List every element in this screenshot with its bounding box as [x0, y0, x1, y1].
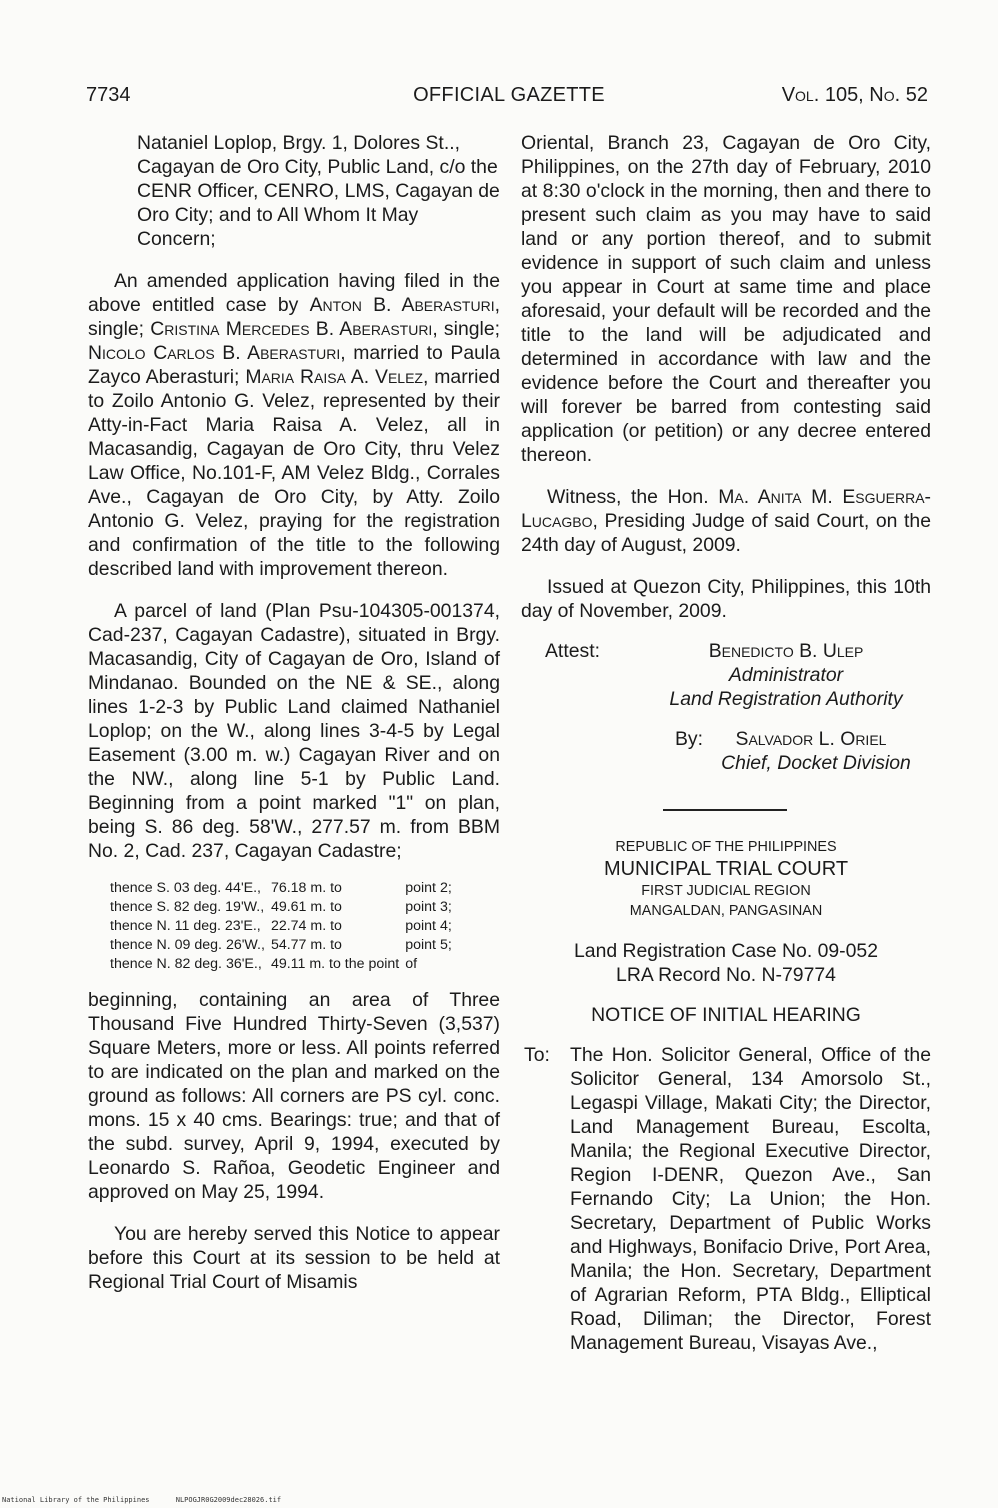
agency-name: Land Registration Authority	[669, 688, 903, 710]
addressee-list: The Hon. Solicitor General, Office of the Solicitor General, 134 Amorsolo St., Legaspi Village, Makati City; the Director, Land Management Bureau, Escolta, Manila; the Regional Executive Director, Region I-DENR, Quezon Ave., San Fernando City; La Union; the Hon. Secretary, Department of Public Works and Highways, Bonifacio Drive, Port Area, Manila; the Hon. Secretary, Department of Agrarian Reform, PTA Bldg., Elliptical Road, Diliman; the Director, Forest Management Bureau, Visayas Ave.,	[570, 1044, 931, 1354]
attest-label: Attest:	[545, 640, 600, 662]
administrator-name: Benedicto B. Ulep	[708, 640, 864, 662]
addressee-block	[521, 1043, 931, 1355]
bearing-point: of	[405, 956, 418, 972]
region-heading: FIRST JUDICIAL REGION	[641, 883, 811, 899]
bearings-table	[110, 879, 458, 974]
text-run: Witness, the Hon.	[547, 486, 719, 508]
file-name: NLPOGJR0G2009dec28026.tif	[175, 1496, 282, 1504]
text-run: An amended application having filed in the above entitled case by	[88, 270, 500, 316]
bearing-row	[110, 898, 458, 917]
issued-paragraph: Issued at Quezon City, Philippines, this 10th day of November, 2009.	[521, 576, 931, 622]
scan-footer	[2, 1496, 303, 1504]
text-run: , Presiding Judge of said Court, on the 24th day of August, 2009.	[521, 510, 931, 556]
application-paragraph	[88, 269, 500, 581]
applicant-name: Maria Raisa A. Velez	[245, 366, 423, 388]
bearing-point: point 5;	[405, 937, 452, 953]
chief-title: Chief, Docket Division	[721, 752, 911, 774]
chief-name: Salvador L. Oriel	[735, 728, 887, 750]
text-run: , single;	[432, 318, 500, 340]
bearing-row	[110, 917, 458, 936]
text-run: , married to Zoilo Antonio G. Velez, represented by their Atty-in-Fact Maria Raisa A. Velez, all in Macasandig, Cagayan de Oro City, thru Velez Law Office, No.101-F, AM Velez Bldg., Corrales Ave., Cagayan de Oro City, by Atty. Zoilo Antonio G. Velez, praying for the registration and confirmation of the title to the following described land with improvement thereon.	[88, 366, 500, 580]
library-name: National Library of the Philippines	[2, 1496, 150, 1504]
bearing-distance: 49.11 m. to the point	[270, 956, 400, 972]
summons-paragraph: You are hereby served this Notice to appear before this Court at its session to be held at Regional Trial Court of Misamis	[88, 1223, 500, 1293]
bearing-direction: thence N. 82 deg. 36'E.,	[110, 956, 262, 972]
notice-title: NOTICE OF INITIAL HEARING	[591, 1004, 861, 1026]
bearing-point: point 3;	[405, 899, 452, 915]
bearing-direction: thence S. 82 deg. 19'W.,	[110, 899, 265, 915]
bearing-row	[110, 936, 458, 955]
left-column	[88, 131, 500, 1294]
section-divider	[663, 809, 787, 811]
volume-number: Vol. 105, No. 52	[781, 84, 928, 106]
applicant-name: Cristina Mercedes B. Aberasturi	[150, 318, 433, 340]
bearing-point: point 4;	[405, 918, 452, 934]
bearing-row	[110, 879, 458, 898]
hearing-paragraph: Oriental, Branch 23, Cagayan de Oro City, Philippines, on the 27th day of February, 2010 at 8:30 o'clock in the morning, then and there to present such claim as you may have to said land or any portion thereof, and to submit evidence in support of such claim and unless you appear in Court at same time and place aforesaid, your default will be recorded and the title to the land will be adjudicated and determined in accordance with law and the evidence before the Court and thereafter you will forever be barred from contesting said application (or petition) or any decree entered thereon.	[521, 132, 931, 466]
right-column	[521, 131, 931, 1355]
area-paragraph: beginning, containing an area of Three Thousand Five Hundred Thirty-Seven (3,537) Square Meters, more or less. All points referred to are indicated on the plan and marked on the ground as follows: All corners are PS cyl. conc. mons. 15 x 40 cms. Bearings: true; and that of the subd. survey, April 9, 1994, executed by Leonardo S. Rañoa, Geodetic Engineer and approved on May 25, 1994.	[88, 989, 500, 1203]
lra-record-number: LRA Record No. N-79774	[616, 964, 836, 986]
court-heading: MUNICIPAL TRIAL COURT	[603, 858, 849, 880]
bearing-direction: thence N. 09 deg. 26'W.,	[110, 937, 265, 953]
judge-name: Ma. Anita M. Esguerra-Lucagbo	[521, 486, 931, 532]
bearing-distance: 49.61 m. to	[270, 899, 342, 915]
page-header	[86, 84, 932, 116]
land-description-paragraph: A parcel of land (Plan Psu-104305-001374, Cad-237, Cagayan Cadastre), situated in Brgy. Macasandig, City of Cagayan de Oro, Island of Mindanao. Bounded on the NE & SE., along lines 1-2-3 by Public Land claimed Nathaniel Loplop; on the W., along lines 3-4-5 by Legal Easement (3.00 m. w.) Cagayan River and on the NW., along line 5-1 by Public Land. Beginning from a point marked "1" on plan, being S. 86 deg. 58'W., 277.57 m. from BBM No. 2, Cad. 237, Cagayan Cadastre;	[88, 600, 500, 862]
bearing-distance: 76.18 m. to	[270, 880, 342, 896]
bearing-distance: 22.74 m. to	[270, 918, 342, 934]
applicant-name: Anton B. Aberasturi	[309, 294, 495, 316]
applicant-name: Nicolo Carlos B. Aberasturi	[88, 342, 341, 364]
case-number: Land Registration Case No. 09-052	[574, 940, 878, 962]
republic-heading: REPUBLIC OF THE PHILIPPINES	[615, 839, 837, 855]
text-run: , single;	[88, 294, 500, 340]
gazette-title: OFFICIAL GAZETTE	[413, 84, 605, 106]
location-heading: MANGALDAN, PANGASINAN	[629, 903, 823, 919]
text-run: , married to Paula Zayco Aberasturi;	[88, 342, 500, 388]
by-label: By:	[675, 728, 704, 750]
to-label: To:	[524, 1044, 550, 1066]
administrator-title: Administrator	[728, 664, 844, 686]
witness-paragraph	[521, 485, 931, 557]
bearing-direction: thence N. 11 deg. 23'E.,	[110, 918, 261, 934]
attestation-block	[521, 639, 931, 774]
page-number: 7734	[86, 84, 131, 106]
bearing-direction: thence S. 03 deg. 44'E.,	[110, 880, 261, 896]
bearing-distance: 54.77 m. to	[270, 937, 342, 953]
addressee-continuation: Nataniel Loplop, Brgy. 1, Dolores St.., Cagayan de Oro City, Public Land, c/o the CENR Officer, CENRO, LMS, Cagayan de Oro City; and to All Whom It May Concern;	[137, 132, 500, 250]
bearing-row	[110, 955, 458, 974]
bearing-point: point 2;	[405, 880, 452, 896]
